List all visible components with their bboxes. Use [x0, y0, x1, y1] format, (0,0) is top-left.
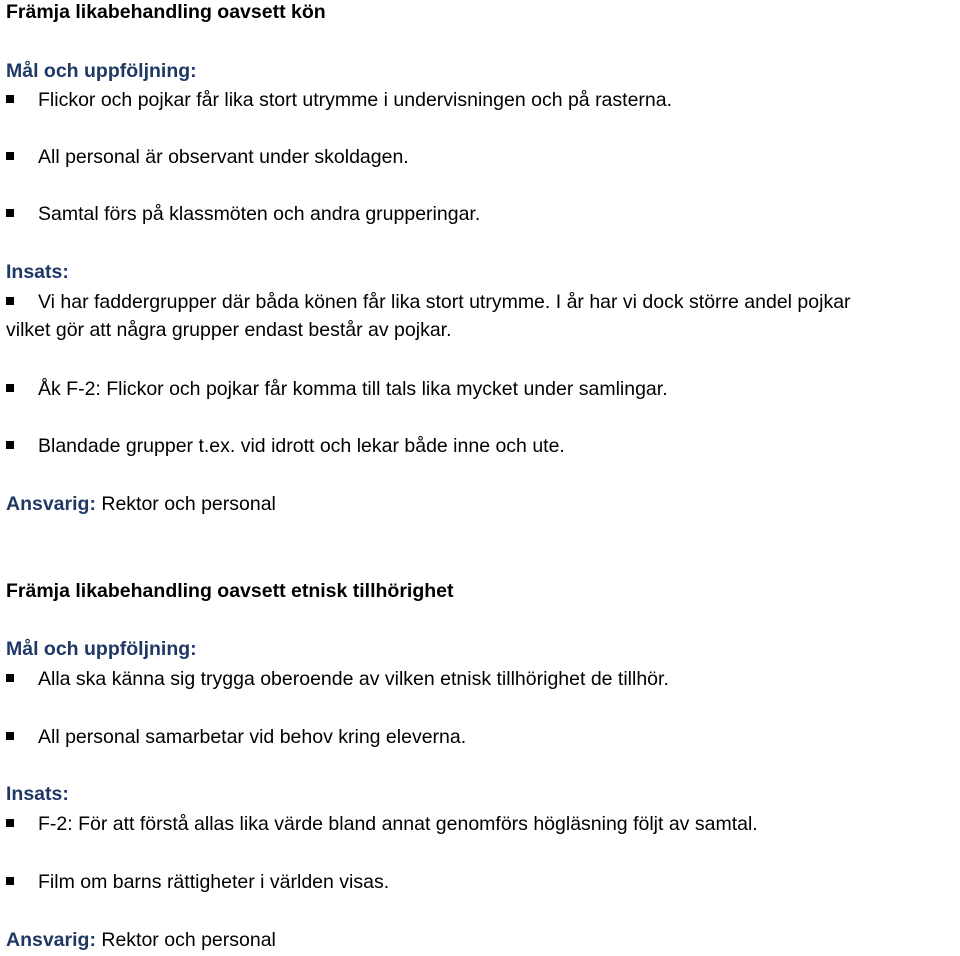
list-item [6, 377, 668, 401]
bullet-icon [6, 732, 14, 740]
list-item-text: Film om barns rättigheter i världen visas. [38, 871, 390, 893]
list-item [6, 290, 851, 314]
goals-label: Mål och uppföljning: [6, 60, 197, 82]
section-heading-ethnicity: Främja likabehandling oavsett etnisk tillhörighet [6, 580, 454, 602]
bullet-icon [6, 877, 14, 885]
responsible-label: Ansvarig: [6, 493, 96, 515]
section-heading-gender: Främja likabehandling oavsett kön [6, 1, 326, 23]
list-item [6, 434, 565, 458]
list-item [6, 812, 758, 836]
goals-label: Mål och uppföljning: [6, 638, 197, 660]
list-item-text: All personal är observant under skoldagen. [38, 146, 409, 168]
responsible-value: Rektor och personal [95, 929, 276, 951]
responsible-value: Rektor och personal [95, 493, 276, 515]
bullet-icon [6, 95, 14, 103]
bullet-icon [6, 819, 14, 827]
list-item [6, 145, 409, 169]
list-item [6, 870, 389, 894]
responsible-label: Ansvarig: [6, 929, 96, 951]
list-item-text: Vi har faddergrupper där båda könen får lika stort utrymme. I år har vi dock större andel pojkar [38, 291, 851, 313]
bullet-icon [6, 152, 14, 160]
list-item-text: Samtal förs på klassmöten och andra grupperingar. [38, 203, 481, 225]
actions-label: Insats: [6, 783, 69, 805]
list-item-text: Flickor och pojkar får lika stort utrymme i undervisningen och på rasterna. [38, 89, 673, 111]
list-item-continuation: vilket gör att några grupper endast består av pojkar. [6, 319, 452, 341]
list-item [6, 667, 669, 691]
list-item-text: All personal samarbetar vid behov kring eleverna. [38, 726, 467, 748]
actions-label: Insats: [6, 261, 69, 283]
responsible-line [6, 492, 276, 516]
list-item [6, 88, 672, 112]
list-item-text: Alla ska känna sig trygga oberoende av vilken etnisk tillhörighet de tillhör. [38, 668, 669, 690]
list-item [6, 725, 466, 749]
list-item-text: F-2: För att förstå allas lika värde bland annat genomförs högläsning följt av samtal. [38, 813, 758, 835]
list-item-text: Blandade grupper t.ex. vid idrott och lekar både inne och ute. [38, 435, 565, 457]
bullet-icon [6, 674, 14, 682]
list-item [6, 202, 480, 226]
bullet-icon [6, 384, 14, 392]
bullet-icon [6, 209, 14, 217]
bullet-icon [6, 441, 14, 449]
list-item-text: Åk F-2: Flickor och pojkar får komma till tals lika mycket under samlingar. [38, 378, 668, 400]
bullet-icon [6, 297, 14, 305]
responsible-line [6, 928, 276, 952]
